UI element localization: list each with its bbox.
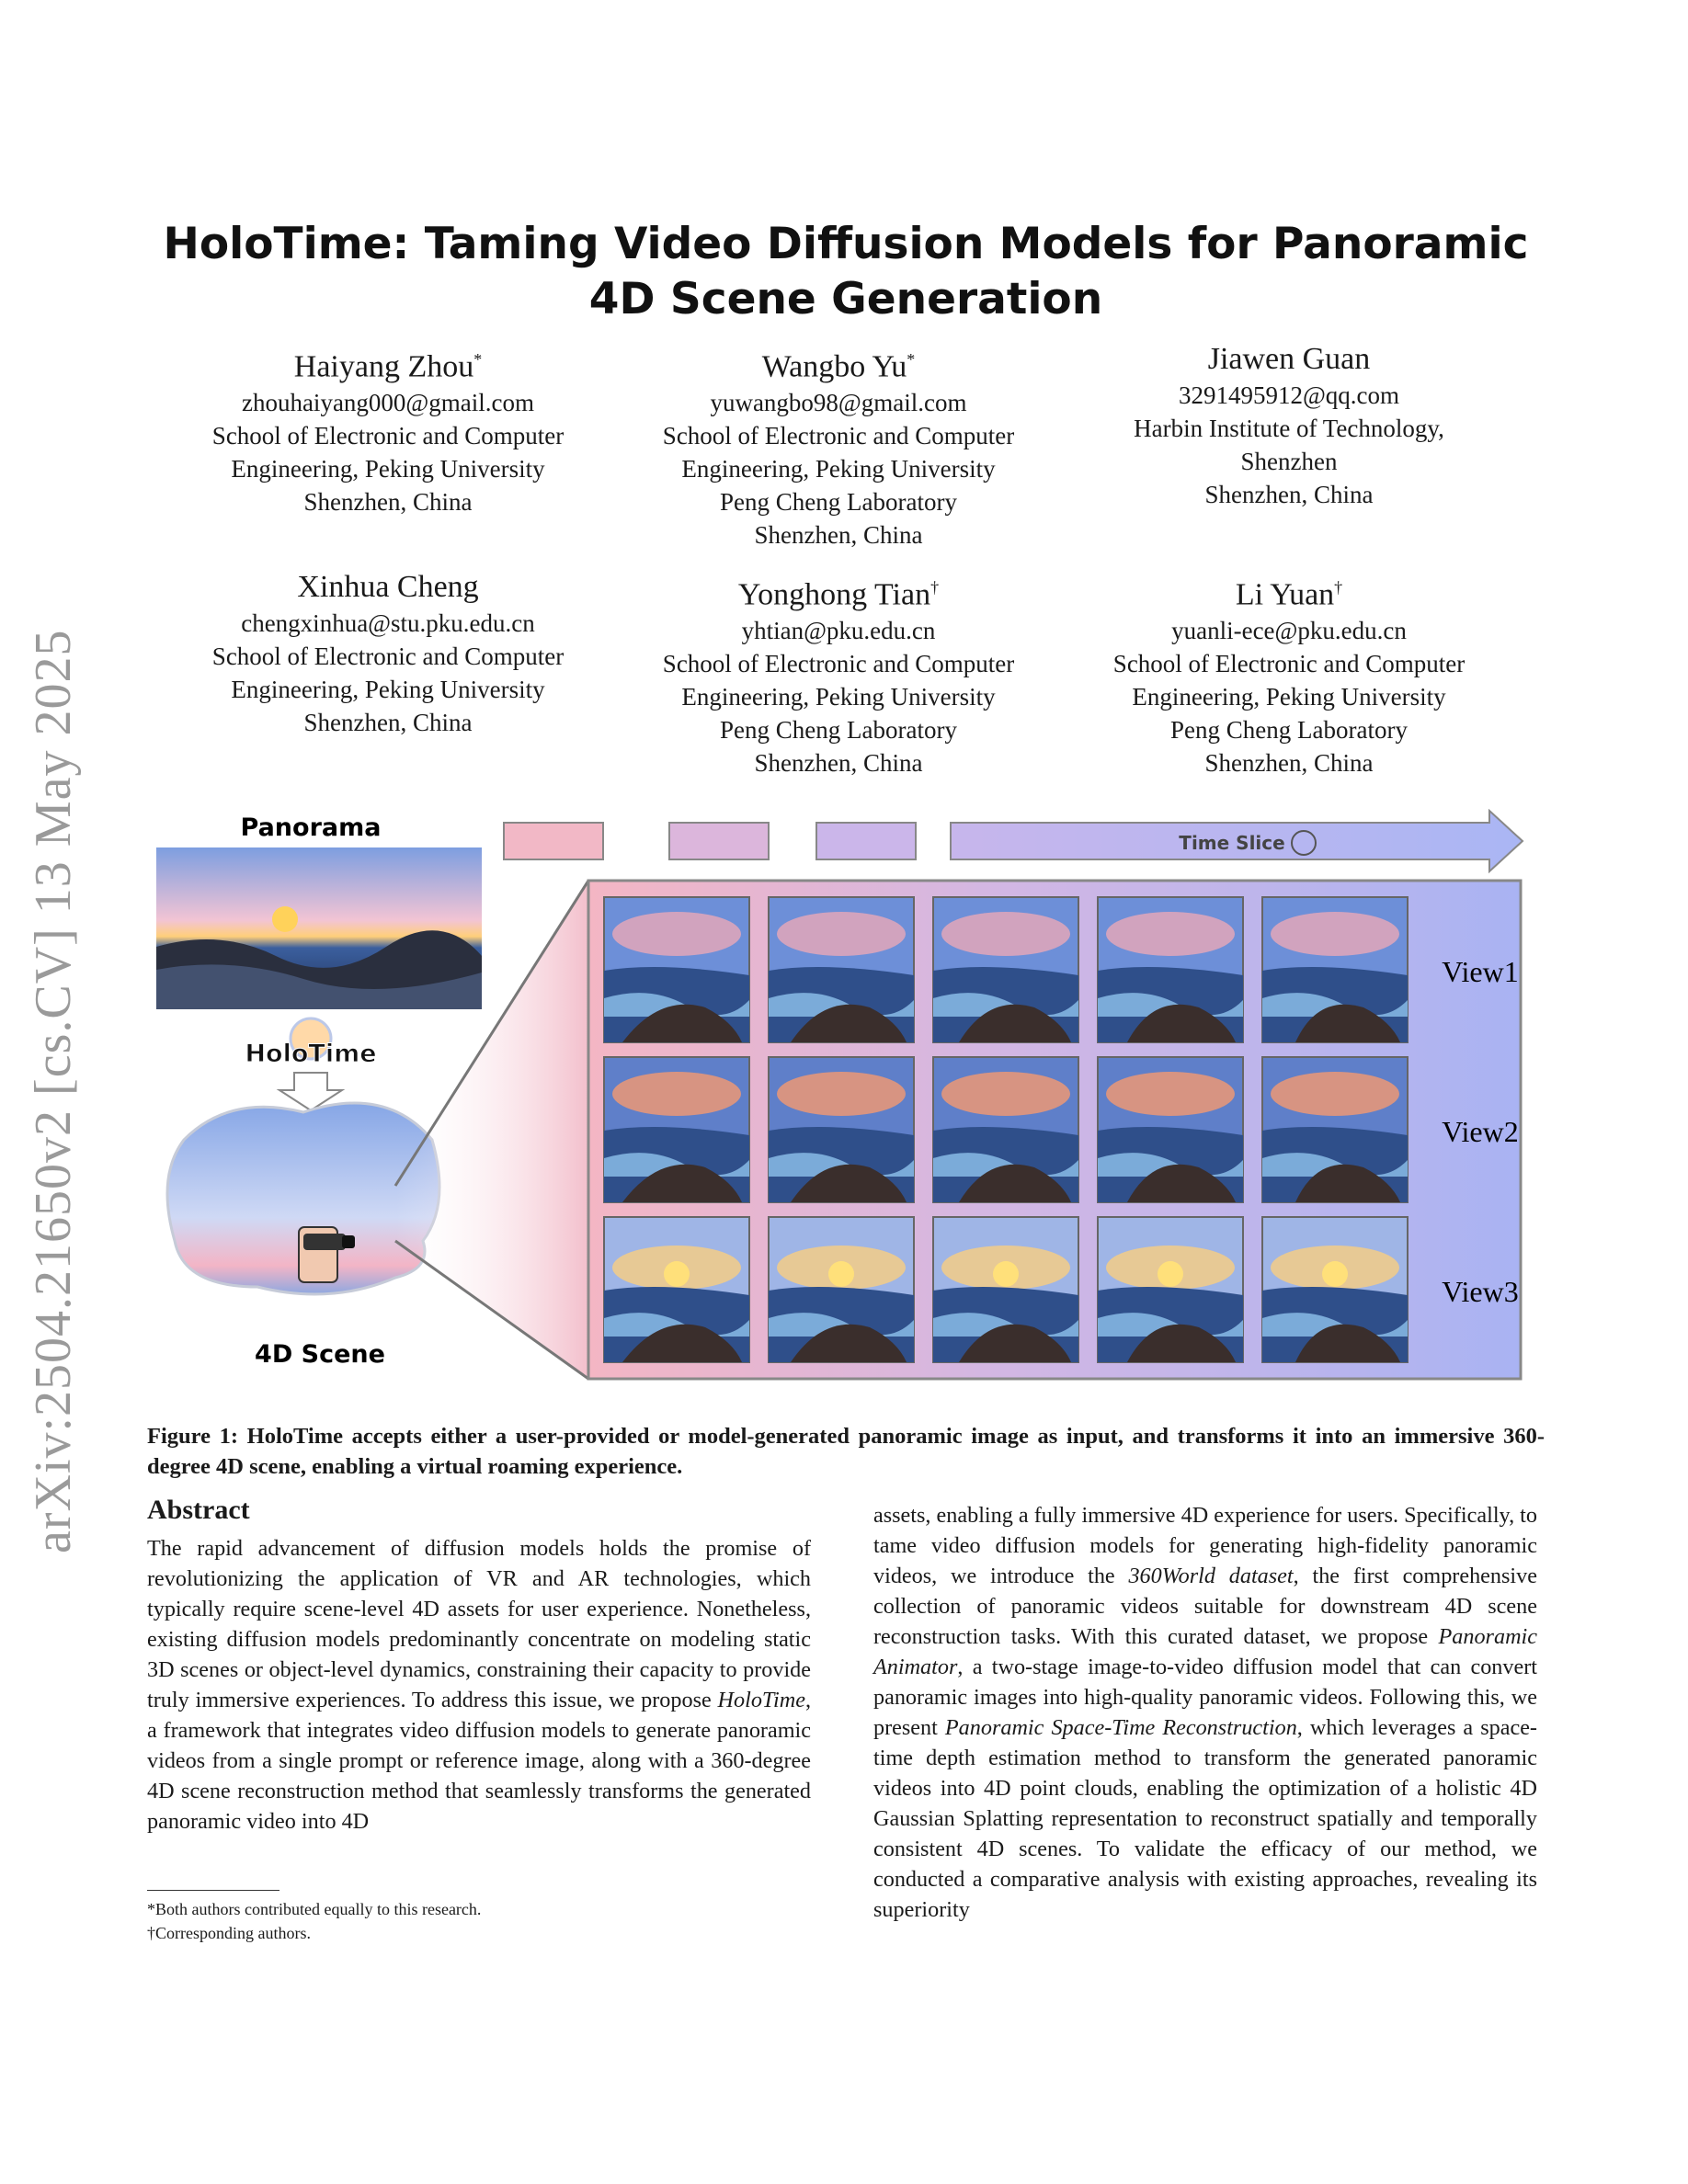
emphasized-term: 360World dataset bbox=[1128, 1564, 1294, 1588]
author-affiliation-line: Shenzhen, China bbox=[1204, 481, 1374, 508]
author-affiliation-line: Shenzhen, China bbox=[754, 749, 923, 778]
author-affiliation-line: Harbin Institute of Technology, bbox=[1134, 415, 1444, 442]
footnote-corresponding: †Corresponding authors. bbox=[147, 1924, 311, 1942]
author-affiliation-line: School of Electronic and Computer bbox=[662, 422, 1015, 450]
emphasized-term: Panoramic Animator bbox=[873, 1624, 1537, 1679]
author-name: Wangbo Yu* bbox=[761, 349, 916, 384]
author-entry bbox=[1050, 568, 1528, 779]
view-frame-thumbnail bbox=[604, 897, 749, 1042]
footnotes bbox=[147, 1897, 791, 1945]
4d-scene-label: 4D Scene bbox=[255, 1340, 385, 1369]
author-affiliation-line: School of Electronic and Computer bbox=[662, 650, 1015, 678]
author-affiliation-line: Engineering, Peking University bbox=[681, 683, 996, 711]
view-frame-thumbnail bbox=[933, 1217, 1078, 1362]
author-affiliation-line: Shenzhen, China bbox=[303, 488, 473, 517]
view-frame-thumbnail bbox=[769, 1057, 914, 1202]
panorama-image bbox=[156, 847, 482, 1009]
panorama-label: Panorama bbox=[240, 813, 382, 842]
abstract-text: , which leverages a space-time depth estimation method to transform the generated panoramic videos into 4D point clouds, enabling the optimization of a holistic 4D Gaussian Splatting representation to reconstruct spatially and temporally consistent 4D scenes. To validate the efficacy of our method, we conducted a comparative analysis with existing approaches, revealing its superiority bbox=[873, 1715, 1537, 1922]
view-frame-thumbnail bbox=[769, 897, 914, 1042]
view-frame-thumbnail bbox=[1098, 1217, 1243, 1362]
view-frame-thumbnail bbox=[1098, 897, 1243, 1042]
author-affiliation-line: Peng Cheng Laboratory bbox=[720, 488, 957, 517]
view-label-3: View3 bbox=[1442, 1275, 1519, 1308]
teaser-figure bbox=[147, 809, 1545, 1397]
author-affiliation-line: Shenzhen bbox=[1240, 448, 1338, 475]
abstract-text: , a framework that integrates video diffusion models to generate panoramic videos from a single prompt or reference image, along with a 360-degree 4D scene reconstruction method that seamlessly transforms the generated panoramic video into 4D bbox=[147, 1688, 811, 1834]
author-name: Li Yuan† bbox=[1235, 577, 1343, 612]
author-name: Yonghong Tian† bbox=[737, 577, 940, 612]
view-frame-thumbnail bbox=[769, 1217, 914, 1362]
author-entry bbox=[599, 568, 1078, 779]
author-mark: † bbox=[930, 578, 940, 597]
abstract-text: assets, enabling a fully immersive 4D experience for users. Specifically, to tame video diffusion models for generating high-fidelity panoramic videos, we introduce the bbox=[873, 1503, 1537, 1588]
author-affiliation-line: Shenzhen, China bbox=[303, 709, 473, 736]
author-affiliation-line: Engineering, Peking University bbox=[681, 455, 996, 483]
author-email[interactable]: zhouhaiyang000@gmail.com bbox=[241, 389, 535, 417]
view-grid bbox=[604, 897, 1408, 1362]
abstract-text: , the first comprehensive collection of panoramic videos suitable for downstream 4D scene reconstruction tasks. With this curated dataset, we propose bbox=[873, 1564, 1537, 1649]
view-frame-thumbnail bbox=[1098, 1057, 1243, 1202]
time-slice-box-2 bbox=[669, 823, 769, 859]
author-email[interactable]: yuanli-ece@pku.edu.cn bbox=[1171, 617, 1407, 645]
view-frame-thumbnail bbox=[604, 1217, 749, 1362]
arxiv-side-stamp: arXiv:2504.21650v2 [cs.CV] 13 May 2025 bbox=[25, 629, 82, 1553]
author-mark: * bbox=[473, 350, 483, 369]
view-frame-thumbnail bbox=[1262, 897, 1408, 1042]
view-frame-thumbnail bbox=[1262, 1057, 1408, 1202]
footnote-equal-contribution: *Both authors contributed equally to this research. bbox=[147, 1900, 482, 1918]
abstract-text: The rapid advancement of diffusion models holds the promise of revolutionizing the application of VR and AR technologies, which typically require scene-level 4D assets for user experience. Nonetheless, existing diffusion models predominantly concentrate on modeling static 3D scenes or object-level dynamics, constraining their capacity to provide truly immersive experiences. To address this issue, we propose bbox=[147, 1536, 811, 1712]
author-name: Jiawen Guan bbox=[1207, 342, 1371, 376]
author-affiliation-line: School of Electronic and Computer bbox=[211, 643, 565, 670]
author-entry bbox=[149, 568, 627, 739]
holotime-label: HoloTime bbox=[245, 1040, 377, 1068]
view-label-2: View2 bbox=[1442, 1115, 1519, 1148]
author-entry bbox=[1050, 340, 1528, 511]
view-frame-thumbnail bbox=[933, 1057, 1078, 1202]
author-name: Haiyang Zhou* bbox=[293, 349, 483, 384]
holotime-logo bbox=[245, 1018, 376, 1068]
footnote-rule bbox=[147, 1890, 279, 1891]
view-frame-thumbnail bbox=[604, 1057, 749, 1202]
author-email[interactable]: 3291495912@qq.com bbox=[1178, 381, 1400, 409]
author-email[interactable]: chengxinhua@stu.pku.edu.cn bbox=[241, 609, 535, 637]
view-frame-thumbnail bbox=[933, 897, 1078, 1042]
author-entry bbox=[599, 340, 1078, 552]
view-frame-thumbnail bbox=[1262, 1217, 1408, 1362]
author-email[interactable]: yhtian@pku.edu.cn bbox=[741, 617, 936, 645]
time-slice-box-1 bbox=[504, 823, 603, 859]
view-label-1: View1 bbox=[1442, 955, 1519, 988]
emphasized-term: HoloTime bbox=[717, 1688, 805, 1712]
author-affiliation-line: School of Electronic and Computer bbox=[1112, 650, 1466, 678]
author-affiliation-line: Shenzhen, China bbox=[1204, 749, 1374, 778]
author-affiliation-line: Peng Cheng Laboratory bbox=[720, 716, 957, 745]
author-affiliation-line: Engineering, Peking University bbox=[1132, 683, 1446, 711]
paper-title: HoloTime: Taming Video Diffusion Models for Panoramic 4D Scene Generation bbox=[163, 219, 1529, 324]
author-email[interactable]: yuwangbo98@gmail.com bbox=[710, 389, 967, 417]
abstract-right-column bbox=[873, 1500, 1537, 1925]
author-affiliation-line: Engineering, Peking University bbox=[231, 676, 545, 703]
abstract-text: , a two-stage image-to-video diffusion model that can convert panoramic images into high-quality panoramic videos. Following this, we present bbox=[873, 1655, 1537, 1740]
emphasized-term: Panoramic Space-Time Reconstruction bbox=[944, 1715, 1297, 1740]
author-affiliation-line: School of Electronic and Computer bbox=[211, 422, 565, 450]
author-mark: † bbox=[1334, 578, 1343, 597]
author-affiliation-line: Shenzhen, China bbox=[754, 521, 923, 550]
figure-caption: Figure 1: HoloTime accepts either a user-provided or model-generated panoramic image as input, and transforms it into an immersive 360-degree 4D scene, enabling a virtual roaming experience. bbox=[147, 1424, 1545, 1479]
time-slice-box-3 bbox=[816, 823, 916, 859]
abstract-heading: Abstract bbox=[147, 1495, 250, 1525]
time-slice-label: Time Slice bbox=[1179, 832, 1285, 854]
figure-canvas bbox=[147, 809, 1545, 1397]
author-affiliation-line: Peng Cheng Laboratory bbox=[1170, 716, 1408, 745]
author-affiliation-line: Engineering, Peking University bbox=[231, 455, 545, 483]
author-name: Xinhua Cheng bbox=[297, 570, 479, 604]
abstract-left-column bbox=[147, 1533, 811, 1837]
author-entry bbox=[149, 340, 627, 518]
author-mark: * bbox=[907, 350, 916, 369]
